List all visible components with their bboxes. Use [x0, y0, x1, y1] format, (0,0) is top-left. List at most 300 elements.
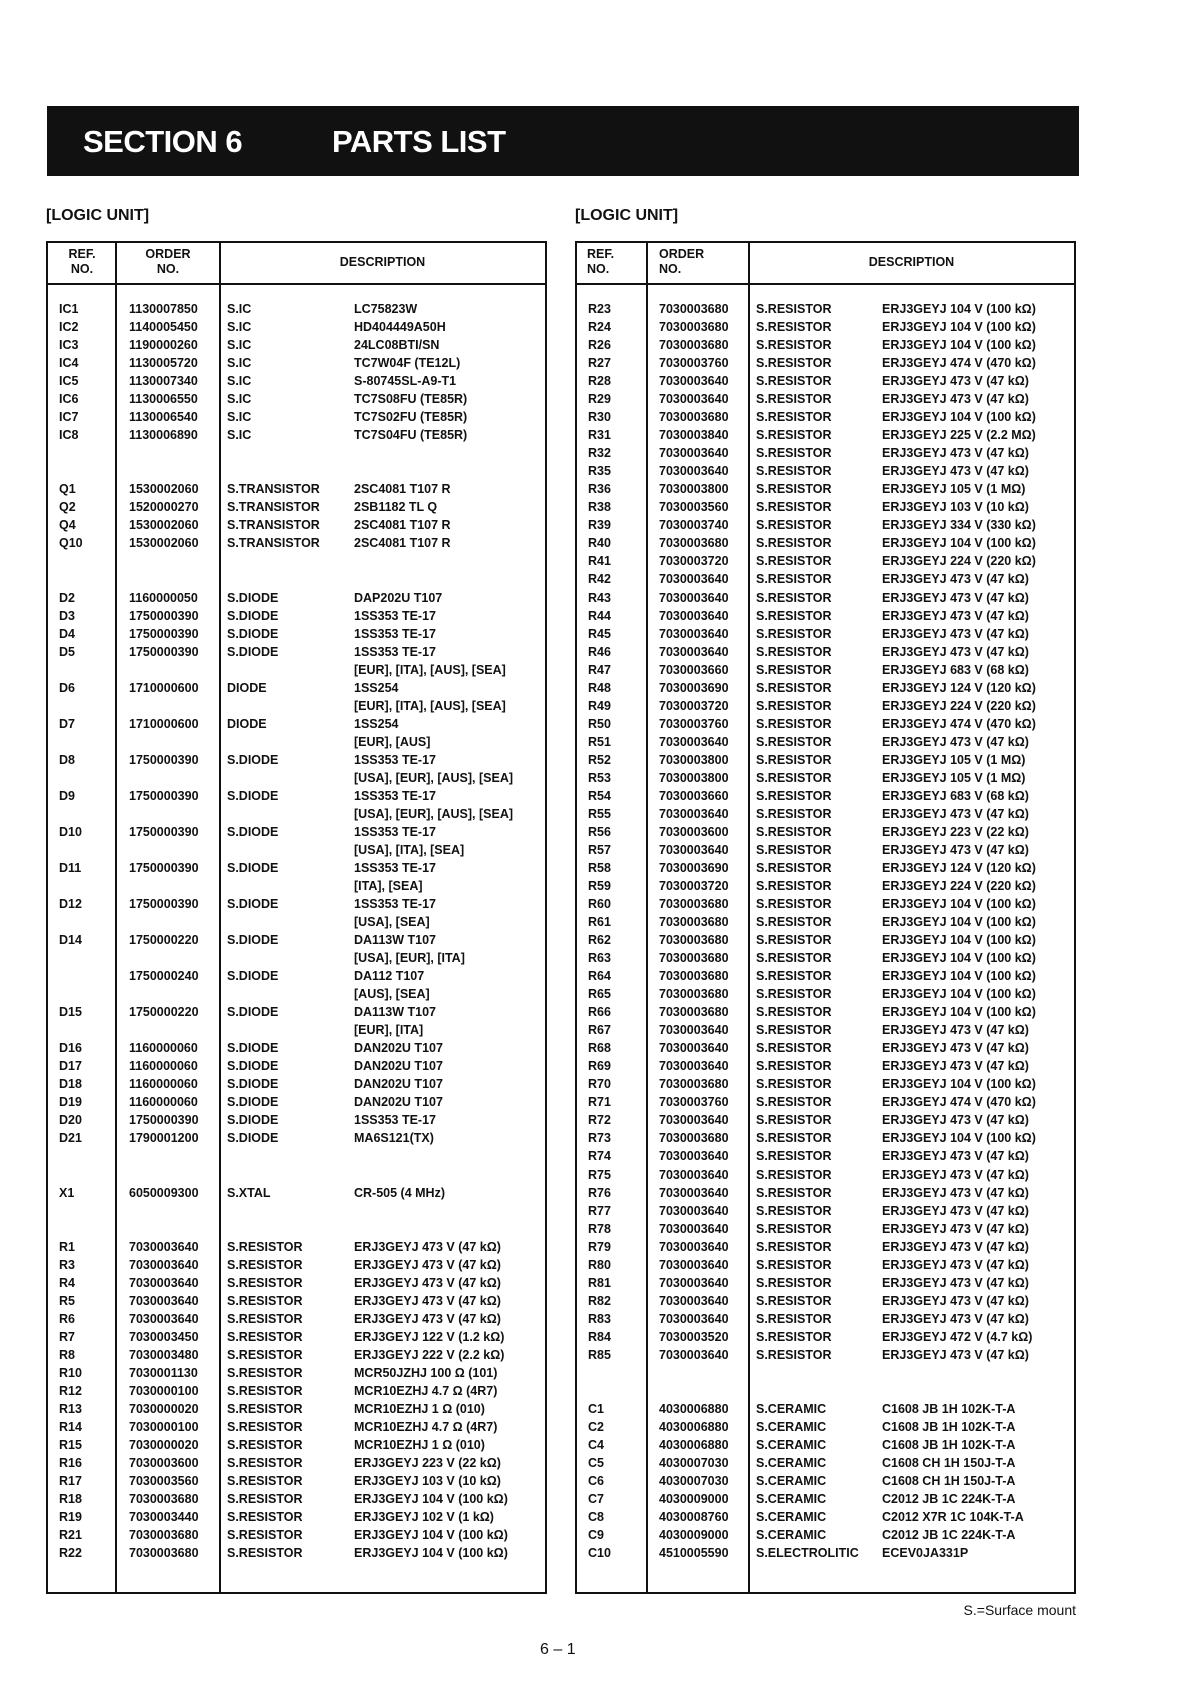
cell-type: S.DIODE — [227, 1005, 279, 1020]
cell-value: 1SS353 TE-17 — [354, 1113, 436, 1128]
cell-ref: IC3 — [59, 338, 79, 353]
cell-type: S.DIODE — [227, 969, 279, 984]
table-row — [577, 1166, 1074, 1184]
cell-value: C1608 JB 1H 102K-T-A — [882, 1401, 1016, 1416]
cell-type: S.IC — [227, 302, 252, 316]
cell-value: ERJ3GEYJ 473 V (47 kΩ) — [882, 392, 1029, 407]
cell-value: ERJ3GEYJ 474 V (470 kΩ) — [882, 356, 1036, 371]
cell-order: 7030003640 — [659, 1059, 729, 1074]
table-row — [48, 913, 545, 931]
cell-order: 7030003640 — [659, 608, 729, 623]
cell-ref: R78 — [588, 1221, 611, 1236]
cell-value: MCR10EZHJ 1 Ω (010) — [354, 1401, 485, 1416]
cell-value: DA113W T107 — [354, 933, 436, 948]
cell-order: 6050009300 — [129, 1185, 199, 1200]
cell-type: S.DIODE — [227, 788, 279, 803]
cell-type: S.RESISTOR — [756, 644, 832, 659]
cell-order: 7030003680 — [659, 536, 729, 551]
cell-type: S.DIODE — [227, 590, 279, 605]
cell-type: DIODE — [227, 716, 267, 731]
cell-ref: R67 — [588, 1023, 611, 1038]
cell-ref: R83 — [588, 1311, 611, 1326]
table-row — [577, 426, 1074, 444]
cell-value: ERJ3GEYJ 473 V (47 kΩ) — [882, 1185, 1029, 1200]
table-row — [577, 1310, 1074, 1328]
cell-value: DA112 T107 — [354, 969, 425, 984]
cell-order: 1160000060 — [129, 1041, 198, 1056]
cell-value: [EUR], [AUS] — [354, 734, 431, 749]
cell-value: 1SS353 TE-17 — [354, 644, 436, 659]
cell-ref: R44 — [588, 608, 611, 623]
table-row — [577, 1039, 1074, 1057]
cell-value: 1SS353 TE-17 — [354, 860, 436, 875]
cell-ref: R22 — [59, 1546, 82, 1561]
cell-ref: R75 — [588, 1167, 611, 1182]
cell-order: 1190000260 — [129, 338, 198, 353]
table-row — [48, 733, 545, 751]
cell-value: ERJ3GEYJ 222 V (2.2 kΩ) — [354, 1347, 505, 1362]
cell-ref: R29 — [588, 392, 611, 407]
table-row — [48, 967, 545, 985]
cell-order: 1750000390 — [129, 608, 199, 623]
cell-ref: R61 — [588, 915, 611, 930]
blank-row — [48, 570, 545, 588]
cell-value: 1SS254 — [354, 680, 399, 695]
table-row — [577, 769, 1074, 787]
cell-order: 7030003520 — [659, 1329, 729, 1344]
cell-order: 1530002060 — [129, 518, 199, 533]
cell-value: ERJ3GEYJ 104 V (100 kΩ) — [882, 320, 1036, 335]
cell-type: S.RESISTOR — [756, 410, 832, 425]
cell-ref: D21 — [59, 1131, 82, 1146]
cell-order: 1750000390 — [129, 788, 199, 803]
table-row — [577, 1147, 1074, 1165]
cell-order: 4030007030 — [659, 1474, 729, 1489]
cell-value: [USA], [EUR], [AUS], [SEA] — [354, 806, 514, 821]
cell-type: S.RESISTOR — [227, 1492, 303, 1507]
cell-order: 7030003680 — [659, 897, 729, 912]
cell-type: S.IC — [227, 410, 252, 425]
table-row — [48, 1382, 545, 1400]
cell-order: 1530002060 — [129, 536, 199, 551]
cell-order: 7030003720 — [659, 554, 729, 569]
cell-value: ERJ3GEYJ 473 V (47 kΩ) — [882, 608, 1029, 623]
cell-type: S.RESISTOR — [756, 915, 832, 930]
cell-type: S.DIODE — [227, 860, 279, 875]
cell-order: 7030003640 — [659, 1347, 729, 1362]
cell-ref: R77 — [588, 1203, 611, 1218]
cell-order: 7030003640 — [659, 626, 729, 641]
table-row — [48, 1129, 545, 1147]
cell-order: 7030003640 — [659, 1149, 729, 1164]
cell-value: ERJ3GEYJ 124 V (120 kΩ) — [882, 860, 1036, 875]
cell-order: 7030003660 — [659, 662, 729, 677]
table-row — [48, 679, 545, 697]
cell-ref: R64 — [588, 969, 611, 984]
table-row — [48, 426, 545, 444]
cell-ref: R14 — [59, 1419, 82, 1434]
table-header — [48, 243, 545, 285]
cell-ref: D11 — [59, 860, 82, 875]
cell-order: 7030003680 — [659, 410, 729, 425]
cell-type: S.RESISTOR — [756, 752, 832, 767]
cell-value: ERJ3GEYJ 104 V (100 kΩ) — [882, 897, 1036, 912]
cell-value: ERJ3GEYJ 104 V (100 kΩ) — [354, 1528, 508, 1543]
cell-order: 7030003800 — [659, 770, 729, 785]
table-row — [577, 1184, 1074, 1202]
cell-type: S.RESISTOR — [756, 969, 832, 984]
table-row — [48, 1093, 545, 1111]
cell-order: 7030003640 — [659, 1185, 729, 1200]
cell-order: 4030006880 — [659, 1401, 729, 1416]
table-row — [48, 1346, 545, 1364]
cell-value: C1608 JB 1H 102K-T-A — [882, 1437, 1016, 1452]
cell-type: S.RESISTOR — [227, 1474, 303, 1489]
cell-order: 7030003720 — [659, 879, 729, 893]
cell-ref: IC6 — [59, 392, 79, 407]
cell-ref: R69 — [588, 1059, 611, 1074]
cell-order: 7030003480 — [129, 1347, 199, 1362]
cell-type: S.DIODE — [227, 752, 279, 767]
cell-ref: R15 — [59, 1437, 82, 1452]
table-header — [577, 243, 1074, 285]
cell-order: 4030006880 — [659, 1437, 729, 1452]
cell-type: S.RESISTOR — [756, 1023, 832, 1038]
table-row — [577, 1454, 1074, 1472]
cell-ref: R41 — [588, 554, 611, 569]
cell-value: 1SS353 TE-17 — [354, 788, 436, 803]
cell-ref: D2 — [59, 590, 75, 605]
cell-order: 7030003640 — [659, 1167, 729, 1182]
table-row — [577, 607, 1074, 625]
cell-ref: D12 — [59, 897, 82, 912]
cell-ref: R80 — [588, 1257, 611, 1272]
table-row — [577, 372, 1074, 390]
cell-type: S.RESISTOR — [227, 1347, 303, 1362]
cell-order: 7030003600 — [659, 824, 729, 839]
cell-value: ERJ3GEYJ 473 V (47 kΩ) — [882, 1347, 1029, 1362]
cell-value: ERJ3GEYJ 472 V (4.7 kΩ) — [882, 1329, 1033, 1344]
cell-order: 4030009000 — [659, 1528, 729, 1543]
table-row — [48, 607, 545, 625]
table-row — [48, 1490, 545, 1508]
cell-value: DAN202U T107 — [354, 1041, 443, 1056]
cell-value: ECEV0JA331P — [882, 1546, 969, 1561]
cell-order: 7030003640 — [659, 1113, 729, 1128]
cell-value: ERJ3GEYJ 473 V (47 kΩ) — [882, 842, 1029, 857]
cell-type: S.RESISTOR — [756, 374, 832, 389]
cell-order: 1710000600 — [129, 716, 199, 731]
cell-order: 1750000240 — [129, 969, 199, 984]
cell-order: 7030003640 — [659, 842, 729, 857]
cell-ref: R42 — [588, 572, 611, 587]
cell-value: ERJ3GEYJ 473 V (47 kΩ) — [882, 572, 1029, 587]
cell-value: ERJ3GEYJ 224 V (220 kΩ) — [882, 879, 1036, 893]
cell-ref: D19 — [59, 1095, 82, 1110]
cell-type: S.DIODE — [227, 626, 279, 641]
cell-order: 7030003680 — [659, 915, 729, 930]
cell-value: ERJ3GEYJ 103 V (10 kΩ) — [882, 500, 1029, 515]
table-row — [48, 985, 545, 1003]
table-row — [577, 462, 1074, 480]
table-row — [577, 625, 1074, 643]
cell-value: 2SC4081 T107 R — [354, 518, 451, 533]
cell-value: DA113W T107 — [354, 1005, 436, 1020]
surface-mount-note: S.=Surface mount — [963, 1602, 1076, 1618]
cell-value: ERJ3GEYJ 473 V (47 kΩ) — [882, 626, 1029, 641]
cell-value: ERJ3GEYJ 334 V (330 kΩ) — [882, 518, 1036, 533]
cell-value: ERJ3GEYJ 473 V (47 kΩ) — [882, 1113, 1029, 1128]
cell-type: S.DIODE — [227, 1059, 279, 1074]
table-row — [48, 805, 545, 823]
cell-type: S.RESISTOR — [756, 572, 832, 587]
cell-order: 1750000390 — [129, 1113, 199, 1128]
table-row — [48, 895, 545, 913]
cell-type: S.RESISTOR — [756, 824, 832, 839]
table-row — [577, 733, 1074, 751]
table-row — [577, 1057, 1074, 1075]
cell-ref: R39 — [588, 518, 611, 533]
cell-ref: R16 — [59, 1456, 82, 1470]
cell-ref: R8 — [59, 1347, 75, 1362]
cell-type: S.RESISTOR — [756, 770, 832, 785]
cell-type: S.RESISTOR — [756, 626, 832, 641]
cell-order: 7030003450 — [129, 1329, 199, 1344]
cell-ref: IC5 — [59, 374, 79, 389]
cell-order: 7030003680 — [659, 1077, 729, 1092]
cell-type: S.RESISTOR — [227, 1528, 303, 1543]
cell-value: [ITA], [SEA] — [354, 879, 423, 893]
table-row — [577, 715, 1074, 733]
cell-type: S.RESISTOR — [756, 356, 832, 371]
cell-value: 1SS353 TE-17 — [354, 752, 436, 767]
cell-order: 7030003640 — [659, 590, 729, 605]
table-row — [577, 931, 1074, 949]
cell-type: DIODE — [227, 680, 267, 695]
table-row — [577, 300, 1074, 318]
table-row — [577, 1256, 1074, 1274]
header-ref-no: REF. NO. — [587, 247, 615, 276]
cell-ref: D5 — [59, 644, 75, 659]
cell-ref: C5 — [588, 1456, 604, 1470]
cell-type: S.RESISTOR — [756, 590, 832, 605]
table-row — [577, 1093, 1074, 1111]
cell-ref: R3 — [59, 1257, 75, 1272]
cell-order: 7030003440 — [129, 1510, 199, 1525]
cell-type: S.CERAMIC — [756, 1456, 827, 1470]
cell-ref: R72 — [588, 1113, 611, 1128]
table-row — [577, 823, 1074, 841]
table-row — [48, 372, 545, 390]
cell-order: 1130006890 — [129, 428, 198, 443]
blank-row — [48, 1202, 545, 1220]
table-row — [577, 895, 1074, 913]
cell-order: 7030003640 — [129, 1239, 199, 1254]
cell-ref: R73 — [588, 1131, 611, 1146]
table-row — [48, 715, 545, 733]
cell-type: S.RESISTOR — [227, 1510, 303, 1525]
cell-ref: R35 — [588, 464, 611, 479]
cell-value: ERJ3GEYJ 104 V (100 kΩ) — [882, 933, 1036, 948]
cell-order: 1750000390 — [129, 860, 199, 875]
table-row — [48, 625, 545, 643]
cell-type: S.RESISTOR — [227, 1239, 303, 1254]
cell-type: S.CERAMIC — [756, 1474, 827, 1489]
cell-ref: R48 — [588, 680, 611, 695]
cell-value: ERJ3GEYJ 473 V (47 kΩ) — [882, 734, 1029, 749]
cell-order: 7030003640 — [129, 1275, 199, 1290]
cell-order: 1130007340 — [129, 374, 198, 389]
cell-ref: R55 — [588, 806, 611, 821]
cell-value: DAN202U T107 — [354, 1077, 443, 1092]
table-rows — [577, 300, 1074, 1562]
cell-value: ERJ3GEYJ 473 V (47 kΩ) — [354, 1257, 501, 1272]
cell-ref: R24 — [588, 320, 611, 335]
cell-type: S.DIODE — [227, 1113, 279, 1128]
cell-order: 1790001200 — [129, 1131, 199, 1146]
cell-value: DAN202U T107 — [354, 1095, 443, 1110]
table-row — [48, 931, 545, 949]
cell-type: S.RESISTOR — [756, 680, 832, 695]
cell-value: [USA], [SEA] — [354, 915, 430, 930]
cell-order: 1130007850 — [129, 302, 198, 316]
cell-ref: R50 — [588, 716, 611, 731]
table-row — [48, 1021, 545, 1039]
cell-order: 7030003560 — [129, 1474, 199, 1489]
table-row — [48, 318, 545, 336]
cell-ref: IC4 — [59, 356, 79, 371]
cell-order: 7030003640 — [659, 1311, 729, 1326]
cell-value: ERJ3GEYJ 104 V (100 kΩ) — [882, 302, 1036, 316]
cell-value: ERJ3GEYJ 473 V (47 kΩ) — [354, 1275, 501, 1290]
cell-ref: R32 — [588, 446, 611, 461]
blank-row — [48, 1147, 545, 1165]
table-row — [577, 444, 1074, 462]
table-row — [577, 841, 1074, 859]
cell-value: ERJ3GEYJ 104 V (100 kΩ) — [882, 951, 1036, 966]
cell-value: [EUR], [ITA], [AUS], [SEA] — [354, 662, 506, 677]
cell-type: S.IC — [227, 392, 252, 407]
cell-ref: D15 — [59, 1005, 82, 1020]
cell-value: ERJ3GEYJ 102 V (1 kΩ) — [354, 1510, 494, 1525]
cell-type: S.RESISTOR — [756, 392, 832, 407]
cell-type: S.RESISTOR — [756, 987, 832, 1002]
blank-row — [48, 552, 545, 570]
cell-ref: R47 — [588, 662, 611, 677]
cell-order: 4030008760 — [659, 1510, 729, 1525]
cell-value: ERJ3GEYJ 473 V (47 kΩ) — [882, 1293, 1029, 1308]
cell-ref: R81 — [588, 1275, 611, 1290]
cell-order: 7030003680 — [659, 933, 729, 948]
cell-type: S.RESISTOR — [756, 1185, 832, 1200]
cell-ref: C6 — [588, 1474, 604, 1489]
cell-ref: R66 — [588, 1005, 611, 1020]
cell-type: S.DIODE — [227, 1041, 279, 1056]
cell-order: 7030003640 — [659, 464, 729, 479]
cell-ref: R40 — [588, 536, 611, 551]
cell-value: C1608 CH 1H 150J-T-A — [882, 1474, 1016, 1489]
cell-ref: R60 — [588, 897, 611, 912]
cell-type: S.RESISTOR — [227, 1419, 303, 1434]
cell-value: ERJ3GEYJ 683 V (68 kΩ) — [882, 788, 1029, 803]
cell-order: 7030003680 — [659, 338, 729, 353]
table-row — [48, 1472, 545, 1490]
table-row — [48, 1526, 545, 1544]
table-row — [577, 1003, 1074, 1021]
cell-order: 7030003680 — [659, 1131, 729, 1146]
cell-ref: IC8 — [59, 428, 79, 443]
cell-type: S.RESISTOR — [756, 1041, 832, 1056]
cell-ref: R68 — [588, 1041, 611, 1056]
cell-ref: R12 — [59, 1383, 82, 1398]
cell-value: ERJ3GEYJ 104 V (100 kΩ) — [882, 987, 1036, 1002]
cell-type: S.RESISTOR — [227, 1383, 303, 1398]
cell-order: 1160000060 — [129, 1059, 198, 1074]
cell-ref: R56 — [588, 824, 611, 839]
table-row — [577, 877, 1074, 895]
blank-row — [577, 1364, 1074, 1382]
cell-value: ERJ3GEYJ 473 V (47 kΩ) — [882, 590, 1029, 605]
cell-ref: C8 — [588, 1510, 604, 1525]
cell-value: MA6S121(TX) — [354, 1131, 434, 1146]
cell-value: ERJ3GEYJ 683 V (68 kΩ) — [882, 662, 1029, 677]
table-row — [577, 480, 1074, 498]
cell-order: 7030003640 — [659, 1221, 729, 1236]
cell-value: ERJ3GEYJ 105 V (1 MΩ) — [882, 770, 1026, 785]
cell-order: 7030003680 — [659, 1005, 729, 1020]
table-row — [577, 913, 1074, 931]
cell-order: 4030006880 — [659, 1419, 729, 1434]
table-row — [48, 480, 545, 498]
cell-order: 7030003640 — [659, 392, 729, 407]
cell-ref: R10 — [59, 1365, 82, 1380]
cell-type: S.RESISTOR — [756, 608, 832, 623]
cell-order: 7030003640 — [659, 1257, 729, 1272]
cell-value: 2SC4081 T107 R — [354, 482, 451, 497]
table-row — [48, 1310, 545, 1328]
cell-order: 7030000100 — [129, 1383, 199, 1398]
cell-type: S.RESISTOR — [756, 662, 832, 677]
header-description: DESCRIPTION — [339, 255, 426, 269]
cell-value: ERJ3GEYJ 104 V (100 kΩ) — [882, 1077, 1036, 1092]
table-row — [48, 949, 545, 967]
cell-type: S.RESISTOR — [227, 1365, 303, 1380]
cell-value: ERJ3GEYJ 103 V (10 kΩ) — [354, 1474, 501, 1489]
table-row — [48, 1544, 545, 1562]
table-row — [577, 679, 1074, 697]
cell-ref: D17 — [59, 1059, 82, 1074]
cell-ref: R30 — [588, 410, 611, 425]
table-row — [577, 589, 1074, 607]
cell-ref: D7 — [59, 716, 75, 731]
cell-order: 1750000390 — [129, 626, 199, 641]
cell-value: [USA], [EUR], [ITA] — [354, 951, 465, 966]
cell-type: S.RESISTOR — [756, 716, 832, 731]
cell-ref: R26 — [588, 338, 611, 353]
cell-ref: C2 — [588, 1419, 604, 1434]
cell-ref: R4 — [59, 1275, 75, 1290]
table-row — [577, 498, 1074, 516]
cell-type: S.DIODE — [227, 1095, 279, 1110]
parts-table-left — [46, 241, 547, 1594]
cell-ref: R17 — [59, 1474, 82, 1489]
cell-value: 1SS353 TE-17 — [354, 897, 436, 912]
table-row — [48, 1075, 545, 1093]
cell-order: 7030003640 — [659, 1293, 729, 1308]
cell-ref: R52 — [588, 752, 611, 767]
cell-ref: R85 — [588, 1347, 611, 1362]
cell-order: 7030003680 — [659, 969, 729, 984]
